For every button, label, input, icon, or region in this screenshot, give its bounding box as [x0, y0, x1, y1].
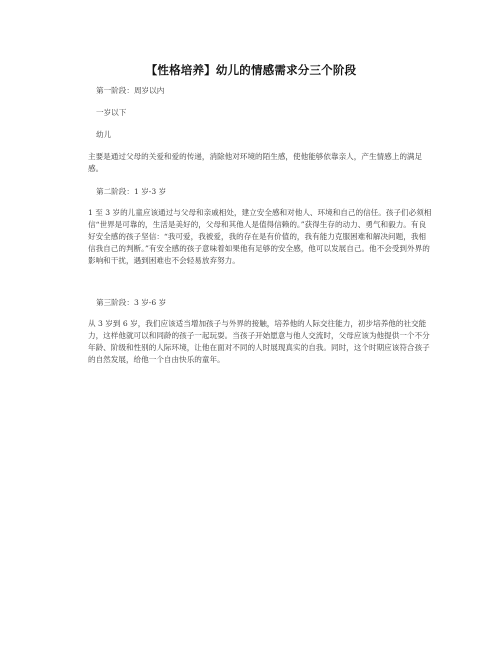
- paragraph-stage-two-heading: 第二阶段：1 岁-3 岁: [96, 187, 167, 196]
- paragraph-stage-three-body: 从 3 岁到 6 岁，我们应该适当增加孩子与外界的接触，培养他的人际交往能力，初步培养他的社交能力，这样他就可以和同龄的孩子一起玩耍。当孩子开始愿意与他人交流时，父母应该为他提供一个不分年龄、阶级和性别的人际环境，让他在面对不同的人时展现真实的自我。同时，这个时期应该符合孩子的自然发展，给他一个自由快乐的童年。: [88, 319, 430, 364]
- paragraph-stage-one-heading: 第一阶段：周岁以内: [96, 86, 165, 95]
- document-title: 【性格培养】幼儿的情感需求分三个阶段: [145, 63, 357, 77]
- paragraph-under-one: 一岁以下: [96, 108, 127, 117]
- paragraph-infant: 幼儿: [96, 130, 112, 139]
- paragraph-stage-one-body: 主要是通过父母的关爱和爱的传递，消除他对环境的陌生感，使他能够依靠亲人，产生情感上的满足感。: [88, 152, 423, 173]
- paragraph-stage-three-heading: 第三阶段：3 岁-6 岁: [96, 298, 167, 307]
- paragraph-stage-two-body: 1 至 3 岁的儿童应该通过与父母和亲戚相处，建立安全感和对他人、环境和自己的信任。孩子们必须相信“世界是可靠的，生活是美好的，父母和其他人是值得信赖的。”获得生存的动力、勇气和毅力。有良好安全感的孩子坚信：“我可爱，我被爱，我的存在是有价值的，我有能力克服困难和解决问题，我相信我自己的判断。”有安全感的孩子意味着如果他有足够的安全感，他可以发展自己。他不会受到外界的影响和干扰，遇到困难也不会轻易放弃努力。: [88, 208, 432, 265]
